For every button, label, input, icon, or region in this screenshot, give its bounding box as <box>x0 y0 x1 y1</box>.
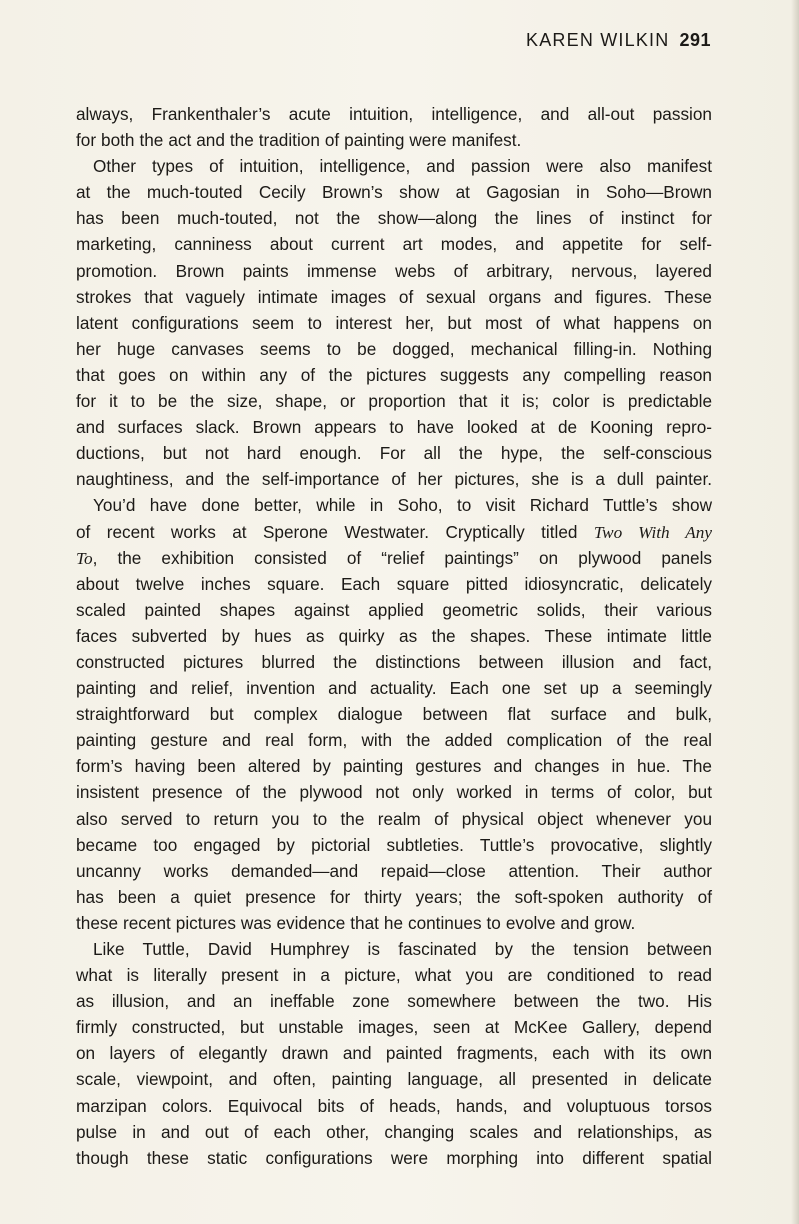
text-line-content: for it to be the size, shape, or proportion that it is; color is predictable <box>76 391 712 412</box>
text-line-content: for both the act and the tradition of painting were manifest. <box>76 130 522 151</box>
text-line-content: marketing, canniness about current art modes, and appetite for self- <box>76 234 712 255</box>
text-line <box>76 597 712 623</box>
text-line <box>76 284 712 310</box>
text-line <box>76 205 712 231</box>
text-line-content: Like Tuttle, David Humphrey is fascinated by the tension between <box>93 939 712 959</box>
text-line <box>76 101 712 127</box>
text-line-content: has been much-touted, not the show—along the lines of instinct for <box>76 208 712 229</box>
text-line <box>76 623 712 649</box>
text-line <box>76 936 712 962</box>
text-line-content: her huge canvases seems to be dogged, mechanical filling-in. Nothing <box>76 338 712 359</box>
text-line <box>76 519 712 545</box>
text-line <box>76 310 712 336</box>
text-line-content: insistent presence of the plywood not only worked in terms of color, but <box>76 782 712 803</box>
text-line <box>76 1066 712 1092</box>
text-line <box>76 153 712 179</box>
text-line <box>76 258 712 284</box>
text-line-content: has been a quiet presence for thirty years; the soft-spoken authority of <box>76 886 712 907</box>
text-line <box>76 362 712 388</box>
text-line-content: faces subverted by hues as quirky as the shapes. These intimate little <box>76 625 712 646</box>
text-line <box>76 701 712 727</box>
text-line <box>76 832 712 858</box>
text-line <box>76 779 712 805</box>
text-line-content: naughtiness, and the self-importance of her pictures, she is a dull painter. <box>76 469 712 490</box>
text-line <box>76 492 712 518</box>
text-line-content: scale, viewpoint, and often, painting language, all presented in delicate <box>76 1069 712 1090</box>
text-line-content: uncanny works demanded—and repaid—close attention. Their author <box>76 860 712 881</box>
text-line <box>76 1119 712 1145</box>
text-line-content: firmly constructed, but unstable images, seen at McKee Gallery, depend <box>76 1017 712 1038</box>
text-line-content: these recent pictures was evidence that he continues to evolve and grow. <box>76 912 636 933</box>
text-line <box>76 962 712 988</box>
text-line <box>76 1093 712 1119</box>
text-line-content: form’s having been altered by painting gestures and changes in hue. The <box>76 756 712 777</box>
text-line-content: strokes that vaguely intimate images of sexual organs and figures. These <box>76 286 712 307</box>
text-line-content: though these static configurations were morphing into different spatial <box>76 1147 712 1168</box>
text-line <box>76 466 712 492</box>
text-line-content: what is literally present in a picture, what you are conditioned to read <box>76 965 712 986</box>
text-line-content: became too engaged by pictorial subtleties. Tuttle’s provocative, slightly <box>76 834 712 855</box>
text-line-content: as illusion, and an ineffable zone somewhere between the two. His <box>76 991 712 1012</box>
running-head <box>526 30 711 51</box>
page-edge-shadow <box>791 0 799 1224</box>
text-line <box>76 1014 712 1040</box>
body-text <box>76 101 712 1171</box>
text-line-content: constructed pictures blurred the distinctions between illusion and fact, <box>76 651 712 672</box>
text-line-content: and surfaces slack. Brown appears to have looked at de Kooning repro- <box>76 417 712 438</box>
text-line <box>76 545 712 571</box>
text-line-content: of recent works at Sperone Westwater. Cryptically titled <box>76 521 594 542</box>
text-line <box>76 675 712 701</box>
text-line <box>76 388 712 414</box>
text-line <box>76 988 712 1014</box>
italic-title: To <box>76 548 93 568</box>
text-line-content: also served to return you to the realm of physical object whenever you <box>76 808 712 829</box>
text-line-content: painting gesture and real form, with the added complication of the real <box>76 730 712 751</box>
text-line <box>76 910 712 936</box>
text-line <box>76 753 712 779</box>
text-line-content: always, Frankenthaler’s acute intuition, intelligence, and all-out passion <box>76 104 712 124</box>
text-line <box>76 806 712 832</box>
text-line-content: You’d have done better, while in Soho, to visit Richard Tuttle’s show <box>93 495 712 516</box>
text-line <box>76 440 712 466</box>
text-line-content: ductions, but not hard enough. For all the hype, the self-conscious <box>76 443 712 464</box>
running-head-author: KAREN WILKIN <box>526 30 670 50</box>
text-line-content: , the exhibition consisted of “relief paintings” on plywood panels <box>92 547 712 568</box>
text-line-content: latent configurations seem to interest her, but most of what happens on <box>76 312 712 333</box>
text-line-content: that goes on within any of the pictures suggests any compelling reason <box>76 364 712 385</box>
text-line-content: Other types of intuition, intelligence, and passion were also manifest <box>93 156 712 177</box>
page-number: 291 <box>679 30 711 50</box>
text-line-content: marzipan colors. Equivocal bits of heads, hands, and voluptuous torsos <box>76 1095 712 1116</box>
text-line <box>76 1040 712 1066</box>
text-line <box>76 727 712 753</box>
text-line <box>76 884 712 910</box>
text-line-content: painting and relief, invention and actuality. Each one set up a seemingly <box>76 678 712 699</box>
text-line <box>76 858 712 884</box>
text-line-content: scaled painted shapes against applied geometric solids, their various <box>76 599 712 620</box>
text-line <box>76 231 712 257</box>
text-line-content: at the much-touted Cecily Brown’s show at Gagosian in Soho—Brown <box>76 182 712 203</box>
text-line <box>76 179 712 205</box>
text-line <box>76 571 712 597</box>
text-line <box>76 1145 712 1171</box>
text-line <box>76 414 712 440</box>
text-line-content: promotion. Brown paints immense webs of arbitrary, nervous, layered <box>76 260 712 281</box>
text-line <box>76 336 712 362</box>
text-line-content: straightforward but complex dialogue between flat surface and bulk, <box>76 704 712 725</box>
italic-title: Two With Any <box>593 522 712 542</box>
text-line-content: about twelve inches square. Each square pitted idiosyncratic, delicately <box>76 573 712 594</box>
text-line-content: on layers of elegantly drawn and painted fragments, each with its own <box>76 1043 712 1064</box>
text-line <box>76 127 712 153</box>
text-line-content: pulse in and out of each other, changing scales and relationships, as <box>76 1121 712 1142</box>
text-line <box>76 649 712 675</box>
